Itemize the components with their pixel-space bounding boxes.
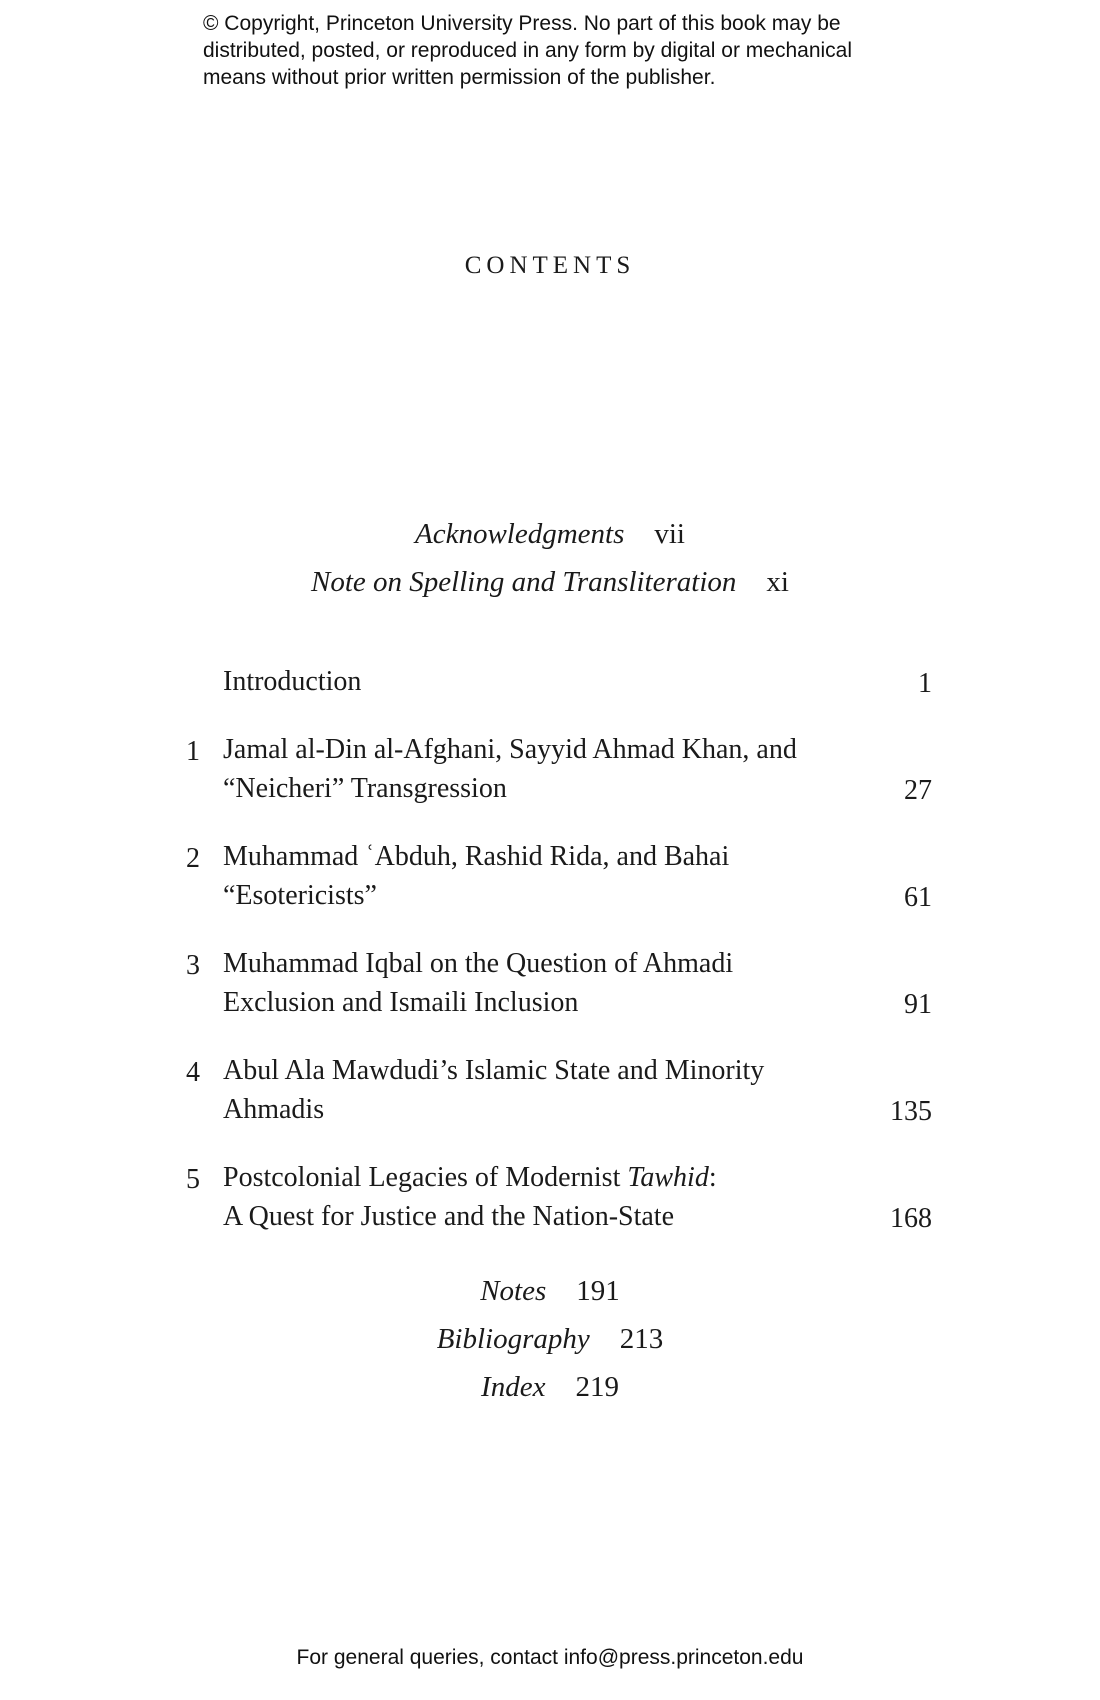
copyright-line: © Copyright, Princeton University Press. No part of this book may be (203, 12, 841, 35)
chapter-title-line: Abul Ala Mawdudi’s Islamic State and Minority (223, 1055, 765, 1086)
chapter-title-line: Muhammad ʿAbduh, Rashid Rida, and Bahai (223, 841, 730, 872)
chapter-title-line: Ahmadis (223, 1094, 325, 1125)
copyright-line: means without prior written permission of the publisher. (203, 66, 716, 89)
back-matter-title: Notes (480, 1275, 547, 1307)
chapter-page: 91 (904, 989, 932, 1020)
chapter-number: 4 (186, 1057, 200, 1088)
toc-entry-introduction[interactable] (180, 662, 932, 702)
chapter-title-text: Postcolonial Legacies of Modernist (223, 1162, 628, 1193)
front-matter-page: vii (654, 518, 685, 550)
chapter-title-line: Exclusion and Ismaili Inclusion (223, 987, 579, 1018)
toc-entry-chapter-2[interactable] (180, 837, 932, 917)
chapter-number: 5 (186, 1164, 200, 1195)
back-matter-page: 191 (576, 1275, 620, 1307)
front-matter-title: Note on Spelling and Transliteration (311, 566, 737, 598)
back-matter-title: Bibliography (436, 1323, 590, 1355)
chapter-title-line: “Neicheri” Transgression (223, 773, 507, 804)
copyright-notice (203, 10, 923, 91)
chapter-page: 27 (904, 775, 932, 806)
chapter-title-line (223, 1158, 823, 1197)
toc-entry-chapter-1[interactable] (180, 730, 932, 810)
back-matter-bibliography[interactable] (0, 1323, 1100, 1356)
chapter-title-italic: Tawhid (627, 1162, 709, 1193)
chapter-title-line: Introduction (223, 666, 362, 697)
copyright-line: distributed, posted, or reproduced in any form by digital or mechanical (203, 39, 853, 62)
chapter-title (223, 662, 823, 701)
front-matter-note-on-spelling[interactable] (0, 566, 1100, 599)
chapter-number: 3 (186, 950, 200, 981)
chapter-page: 61 (904, 882, 932, 913)
chapter-title (223, 944, 823, 1022)
chapter-page: 168 (890, 1203, 932, 1234)
back-matter-index[interactable] (0, 1371, 1100, 1404)
chapter-title (223, 730, 823, 808)
front-matter-title: Acknowledgments (414, 518, 625, 550)
chapter-title-line: Muhammad Iqbal on the Question of Ahmadi (223, 948, 734, 979)
back-matter-title: Index (481, 1371, 546, 1403)
chapter-title-line: A Quest for Justice and the Nation-State (223, 1201, 675, 1232)
page-title: CONTENTS (464, 252, 636, 279)
chapter-title-colon: : (708, 1162, 717, 1193)
toc-entry-chapter-3[interactable] (180, 944, 932, 1024)
chapter-number: 1 (186, 736, 200, 767)
chapter-title-line: “Esotericists” (223, 880, 377, 911)
back-matter-page: 219 (575, 1371, 619, 1403)
toc-entry-chapter-5[interactable] (180, 1158, 932, 1238)
chapter-page: 1 (918, 668, 932, 699)
toc-entry-chapter-4[interactable] (180, 1051, 932, 1131)
chapter-number: 2 (186, 843, 200, 874)
footer-contact: For general queries, contact info@press.princeton.edu (296, 1646, 804, 1669)
front-matter-page: xi (766, 566, 789, 598)
back-matter-notes[interactable] (0, 1275, 1100, 1308)
chapter-title (223, 1158, 823, 1236)
chapter-page: 135 (890, 1096, 932, 1127)
chapter-title (223, 837, 823, 915)
chapter-title-line: Jamal al-Din al-Afghani, Sayyid Ahmad Khan, and (223, 734, 797, 765)
front-matter-acknowledgments[interactable] (0, 518, 1100, 551)
chapter-title (223, 1051, 823, 1129)
back-matter-page: 213 (619, 1323, 664, 1355)
